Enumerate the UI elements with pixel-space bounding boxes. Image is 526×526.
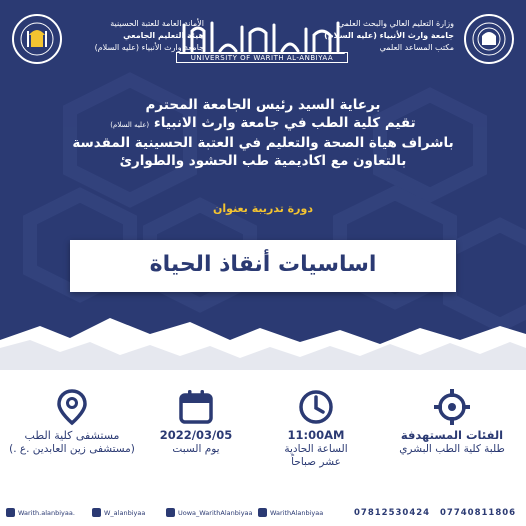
course-title: اساسيات أنقاذ الحياة [149, 252, 377, 277]
secretariat-seal-logo [12, 14, 62, 64]
instagram-link[interactable] [92, 508, 145, 517]
announcement-text [40, 96, 486, 170]
university-line-left: جامعة وارث الأنبياء (عليه السلام) [94, 43, 204, 52]
twitter-icon [258, 508, 267, 517]
cooperation-line: بالتعاون مع اكاديمية طب الحشود والطوارئ [119, 153, 407, 169]
course-intro: دورة تدريبة بعنوان [213, 202, 313, 215]
phone-number-2[interactable]: 07740811806 [440, 508, 517, 518]
organizer-line [40, 114, 486, 134]
youtube-handle: Uowa_WarithAlanbiyaa [178, 508, 253, 517]
organizer-text: تقيم كلية الطب في جامعة وارث الانبياء [153, 115, 416, 131]
twitter-handle: WarithAlanbiyaa [270, 508, 324, 517]
facebook-link[interactable] [6, 508, 75, 517]
authority-line: هيئة التعليم الجامعي [123, 31, 204, 40]
facebook-icon [6, 508, 15, 517]
university-line: جامعة وارث الأنبياء (عليه السلام) [324, 31, 454, 40]
audience-value: طلبة كلية الطب البشري [399, 443, 505, 455]
youtube-link[interactable] [166, 508, 253, 517]
location-pin-icon [53, 388, 91, 426]
office-line: مكتب المساعد العلمي [379, 43, 454, 52]
time-title: 11:00AM [287, 428, 345, 442]
youtube-icon [166, 508, 175, 517]
audience-title: الفئات المستهدفة [400, 428, 504, 442]
instagram-handle: W_alanbiyaa [104, 508, 146, 517]
time-info [256, 388, 376, 469]
audience-info [392, 388, 512, 456]
twitter-link[interactable] [258, 508, 323, 517]
location-value: (مستشفى زين العابدين .ع .) [9, 443, 135, 455]
calendar-icon [177, 388, 215, 426]
university-name-english: UNIVERSITY OF WARITH AL-ANBIYAA [190, 54, 334, 62]
date-value: يوم السبت [172, 443, 220, 455]
university-seal-logo [464, 14, 514, 64]
time-value: الساعة الحادية عشر صباحاً [284, 443, 348, 468]
location-info [8, 388, 136, 456]
facebook-handle: Warith.alanbiyaa. [18, 508, 75, 517]
location-title: مستشفى كلية الطب [24, 429, 120, 442]
date-info [136, 388, 256, 456]
instagram-icon [92, 508, 101, 517]
secretariat-line: الأمانة العامة للعتبة الحسينية [110, 19, 204, 28]
organizer-honorific: (عليه السلام) [110, 121, 150, 129]
target-icon [433, 388, 471, 426]
date-title: 2022/03/05 [159, 428, 233, 442]
phone-number-1[interactable]: 07812530424 [354, 508, 431, 518]
ministry-line: وزارة التعليم العالي والبحث العلمي [338, 19, 454, 28]
patronage-line: برعاية السيد رئيس الجامعة المحترم [145, 97, 381, 113]
supervision-line: باشراف هياة الصحة والتعليم في العتبة الحسينية المقدسة [72, 135, 454, 151]
clock-icon [297, 388, 335, 426]
